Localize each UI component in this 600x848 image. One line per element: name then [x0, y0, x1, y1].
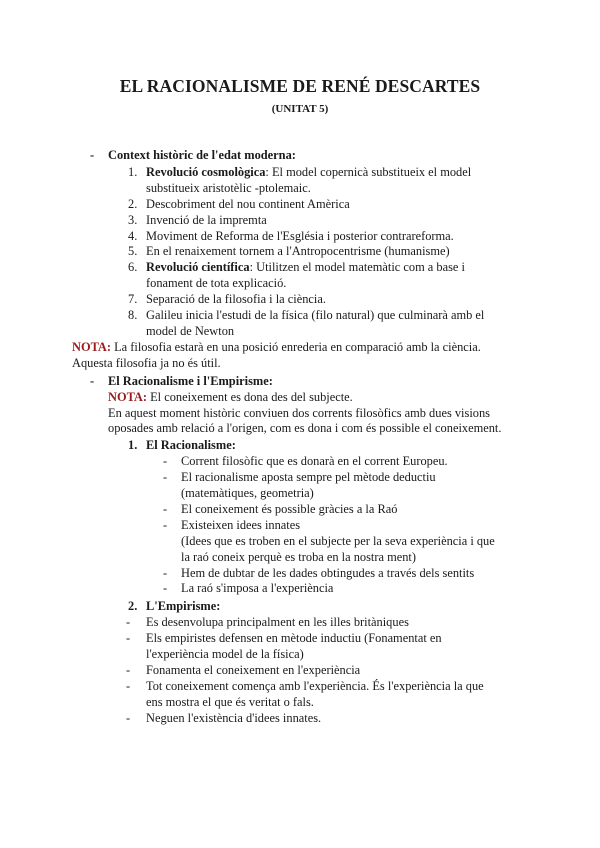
- list-item: 7. Separació de la filosofia i la ciència.: [128, 292, 326, 307]
- list-item-continuation: model de Newton: [146, 323, 235, 338]
- rationalism-heading: El Racionalisme:: [146, 438, 236, 453]
- list-item-continuation: (Idees que es troben en el subjecte per la seva experiència i que: [181, 533, 495, 548]
- empiricism-heading: L'Empirisme:: [146, 599, 221, 614]
- note-label: NOTA:: [72, 339, 112, 354]
- list-item: - La raó s'imposa a l'experiència: [163, 581, 334, 596]
- list-item: 2. Descobriment del nou continent Amèrica: [128, 196, 350, 211]
- list-item: - Neguen l'existència d'idees innates.: [126, 710, 322, 725]
- section2-intro-line: oposades amb relació a l'origen, com es dona i com és possible el coneixement.: [108, 421, 502, 436]
- list-item: - El racionalisme aposta sempre pel mètode deductiu: [163, 470, 436, 485]
- list-item-continuation: l'experiència model de la física): [146, 647, 304, 662]
- list-item: - Corrent filosòfic que es donarà en el corrent Europeu.: [163, 454, 448, 469]
- section2-note-label: NOTA:: [108, 389, 148, 404]
- document-body: [0, 148, 600, 727]
- list-item-continuation: (matemàtiques, geometria): [181, 486, 314, 501]
- section2-heading-row: [0, 374, 600, 390]
- rationalism-heading-row: 1. El Racionalisme:: [128, 438, 236, 453]
- list-item: - Els empiristes defensen en mètode inductiu (Fonamentat en: [126, 631, 442, 646]
- list-item: 8. Galileu inicia l'estudi de la física (filo natural) que culminarà amb el: [128, 308, 485, 323]
- list-item: - Tot coneixement comença amb l'experiència. És l'experiència la que: [126, 678, 484, 693]
- list-item: 3. Invenció de la impremta: [128, 212, 267, 227]
- list-item: - El coneixement és possible gràcies a la Raó: [163, 501, 398, 516]
- list-item-continuation: ens mostra el que és veritat o fals.: [146, 694, 314, 709]
- context-heading-row: [0, 148, 600, 164]
- note-row: NOTA: La filosofia estarà en una posició enrederia en comparació amb la ciència.: [72, 339, 481, 354]
- list-item: 5. En el renaixement tornem a l'Antropocentrisme (humanisme): [128, 244, 450, 259]
- list-item: - Es desenvolupa principalment en les illes britàniques: [126, 615, 409, 630]
- list-item-continuation: substitueix aristotèlic -ptolemaic.: [146, 180, 311, 195]
- context-heading: Context històric de l'edat moderna:: [108, 148, 296, 162]
- list-item-continuation: la raó coneix perquè es troba en la nostra ment): [181, 549, 416, 564]
- list-item: 4. Moviment de Reforma de l'Església i posterior contrareforma.: [128, 228, 454, 243]
- list-item: 1. Revolució cosmològica: El model copernicà substitueix el model: [128, 164, 472, 179]
- list-item: - Hem de dubtar de les dades obtingudes a través dels sentits: [163, 565, 475, 580]
- list-item: 6. Revolució científica: Utilitzen el model matemàtic com a base i: [128, 260, 465, 275]
- section2-intro-line: En aquest moment històric conviuen dos corrents filosòfics amb dues visions: [108, 405, 490, 420]
- note-continuation: Aquesta filosofia ja no és útil.: [72, 355, 221, 370]
- list-item: - Fonamenta el coneixement en l'experiència: [126, 663, 361, 677]
- section2-heading: El Racionalisme i l'Empirisme:: [108, 373, 273, 388]
- empiricism-heading-row: 2. L'Empirisme:: [128, 599, 221, 614]
- page-subtitle: (UNITAT 5): [271, 103, 329, 115]
- list-item: - Existeixen idees innates: [163, 517, 301, 532]
- page-title: EL RACIONALISME DE RENÉ DESCARTES: [119, 76, 481, 96]
- section2-bullet: -: [90, 373, 95, 388]
- section2-note-row: NOTA: El coneixement es dona des del subjecte.: [108, 389, 353, 404]
- list-item-continuation: fonament de tota explicació.: [146, 276, 287, 291]
- context-bullet: -: [90, 148, 95, 162]
